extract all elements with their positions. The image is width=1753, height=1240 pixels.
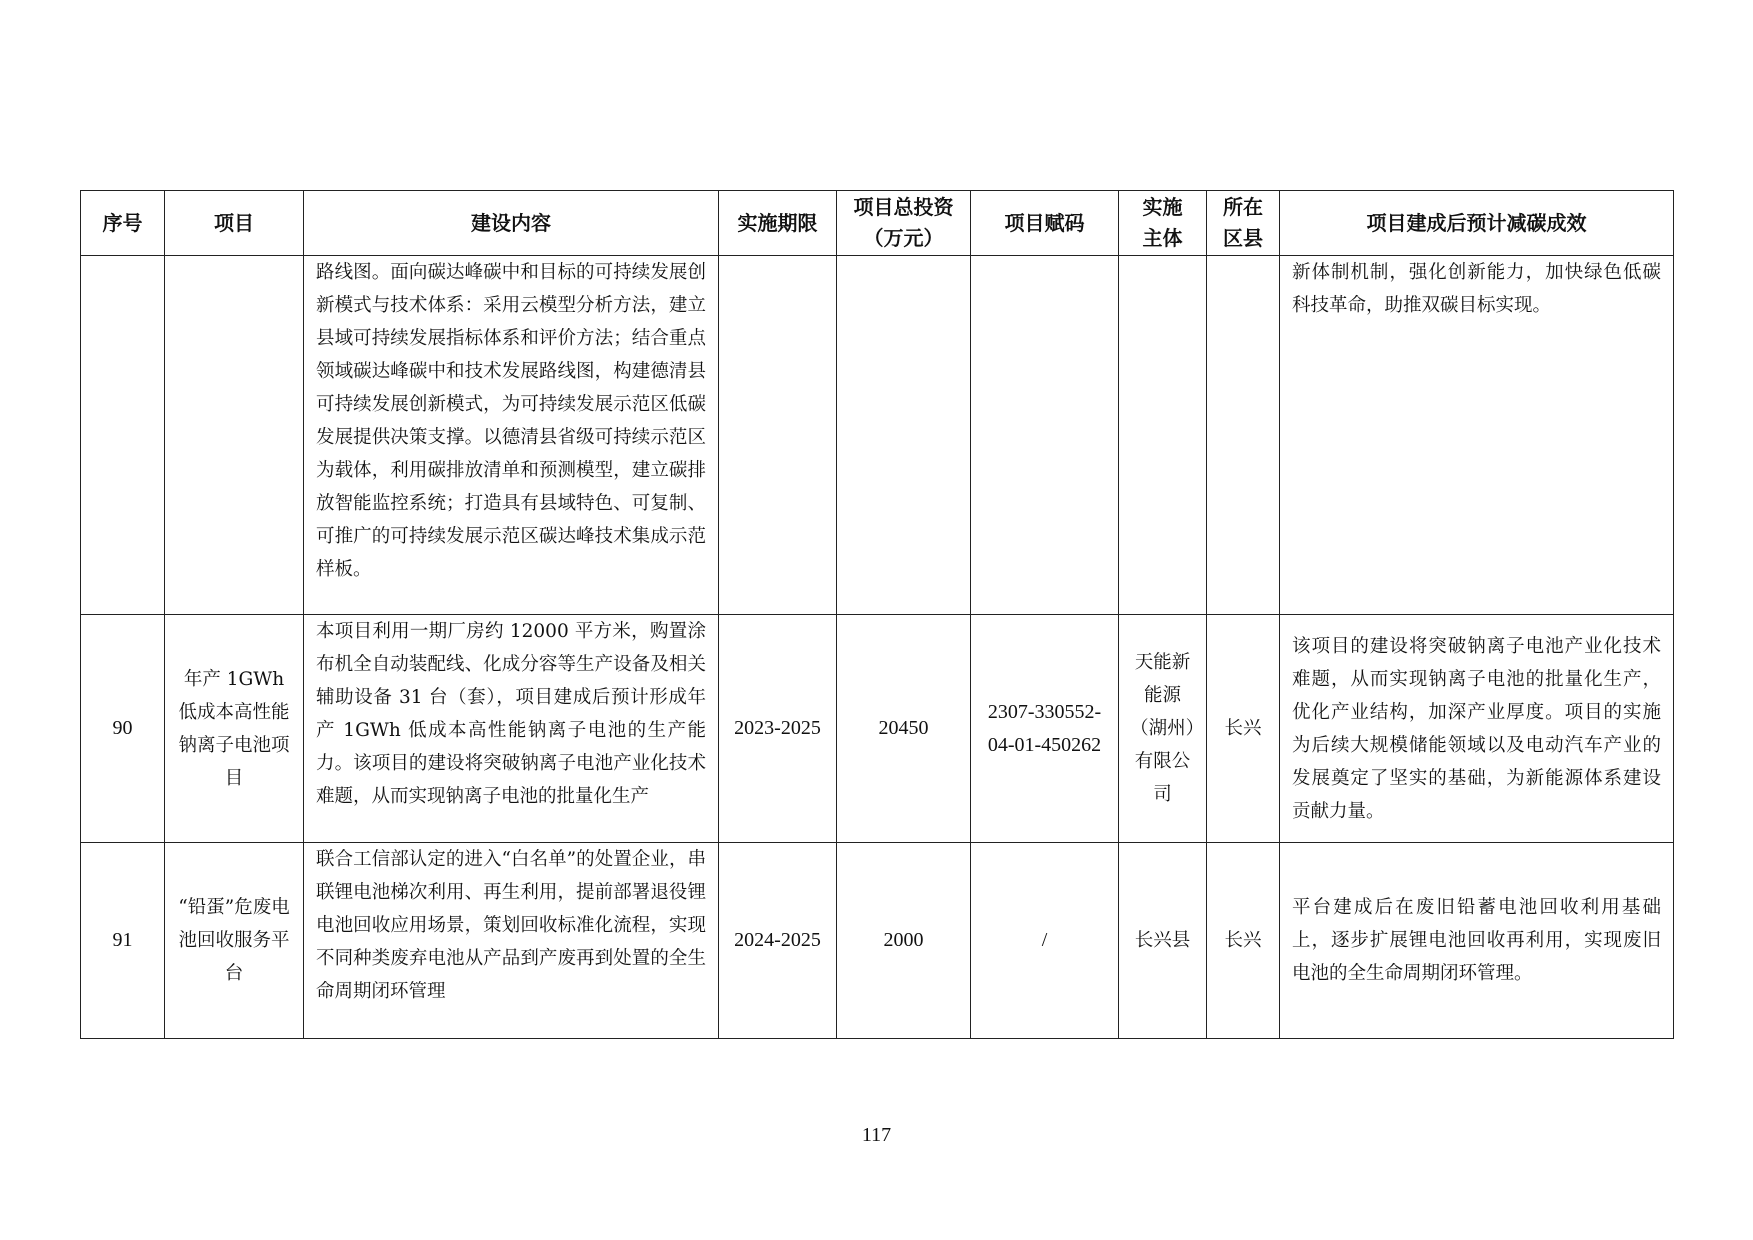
cell-period <box>719 256 837 615</box>
cell-period: 2023-2025 <box>719 615 837 843</box>
header-effect: 项目建成后预计减碳成效 <box>1280 191 1674 256</box>
header-entity: 实施 主体 <box>1119 191 1207 256</box>
cell-content: 本项目利用一期厂房约 12000 平方米，购置涂布机全自动装配线、化成分容等生产设备及相关辅助设备 31 台（套），项目建成后预计形成年产 1GWh 低成本高性能钠离子电池的生产能力。该项目的建设将突破钠离子电池产业化技术难题，从而实现钠离子电池的批量化生产 <box>304 615 719 843</box>
cell-district: 长兴 <box>1207 843 1280 1039</box>
cell-effect: 新体制机制，强化创新能力，加快绿色低碳科技革命，助推双碳目标实现。 <box>1280 256 1674 615</box>
cell-content: 路线图。面向碳达峰碳中和目标的可持续发展创新模式与技术体系：采用云模型分析方法，建立县域可持续发展指标体系和评价方法；结合重点领域碳达峰碳中和技术发展路线图，构建德清县可持续发展创新模式，为可持续发展示范区低碳发展提供决策支撑。以德清县省级可持续示范区为载体，利用碳排放清单和预测模型，建立碳排放智能监控系统；打造具有县域特色、可复制、可推广的可持续发展示范区碳达峰技术集成示范样板。 <box>304 256 719 615</box>
header-project: 项目 <box>165 191 304 256</box>
cell-seq <box>81 256 165 615</box>
cell-district <box>1207 256 1280 615</box>
header-row <box>81 191 1674 256</box>
cell-content: 联合工信部认定的进入“白名单”的处置企业，串联锂电池梯次利用、再生利用，提前部署退役锂电池回收应用场景，策划回收标准化流程，实现不同种类废弃电池从产品到产废再到处置的全生命周期闭环管理 <box>304 843 719 1039</box>
cell-investment <box>837 256 971 615</box>
cell-project: 年产 1GWh 低成本高性能钠离子电池项目 <box>165 615 304 843</box>
header-district: 所在 区县 <box>1207 191 1280 256</box>
table-row <box>81 615 1674 843</box>
header-investment: 项目总投资 （万元） <box>837 191 971 256</box>
cell-investment: 20450 <box>837 615 971 843</box>
cell-investment: 2000 <box>837 843 971 1039</box>
project-table <box>80 190 1674 1039</box>
cell-code: / <box>971 843 1119 1039</box>
table-row <box>81 256 1674 615</box>
cell-effect: 平台建成后在废旧铅蓄电池回收利用基础上，逐步扩展锂电池回收再利用，实现废旧电池的全生命周期闭环管理。 <box>1280 843 1674 1039</box>
cell-entity <box>1119 256 1207 615</box>
cell-entity: 天能新能源（湖州）有限公司 <box>1119 615 1207 843</box>
cell-effect: 该项目的建设将突破钠离子电池产业化技术难题，从而实现钠离子电池的批量化生产，优化产业结构，加深产业厚度。项目的实施为后续大规模储能领域以及电动汽车产业的发展奠定了坚实的基础，为新能源体系建设贡献力量。 <box>1280 615 1674 843</box>
header-period: 实施期限 <box>719 191 837 256</box>
cell-seq: 90 <box>81 615 165 843</box>
cell-code: 2307-330552-04-01-450262 <box>971 615 1119 843</box>
header-content: 建设内容 <box>304 191 719 256</box>
header-seq: 序号 <box>81 191 165 256</box>
cell-seq: 91 <box>81 843 165 1039</box>
header-code: 项目赋码 <box>971 191 1119 256</box>
cell-code <box>971 256 1119 615</box>
cell-project: “铅蛋”危废电池回收服务平台 <box>165 843 304 1039</box>
cell-entity: 长兴县 <box>1119 843 1207 1039</box>
cell-project <box>165 256 304 615</box>
cell-district: 长兴 <box>1207 615 1280 843</box>
page-number: 117 <box>861 1124 892 1146</box>
cell-period: 2024-2025 <box>719 843 837 1039</box>
table-row <box>81 843 1674 1039</box>
